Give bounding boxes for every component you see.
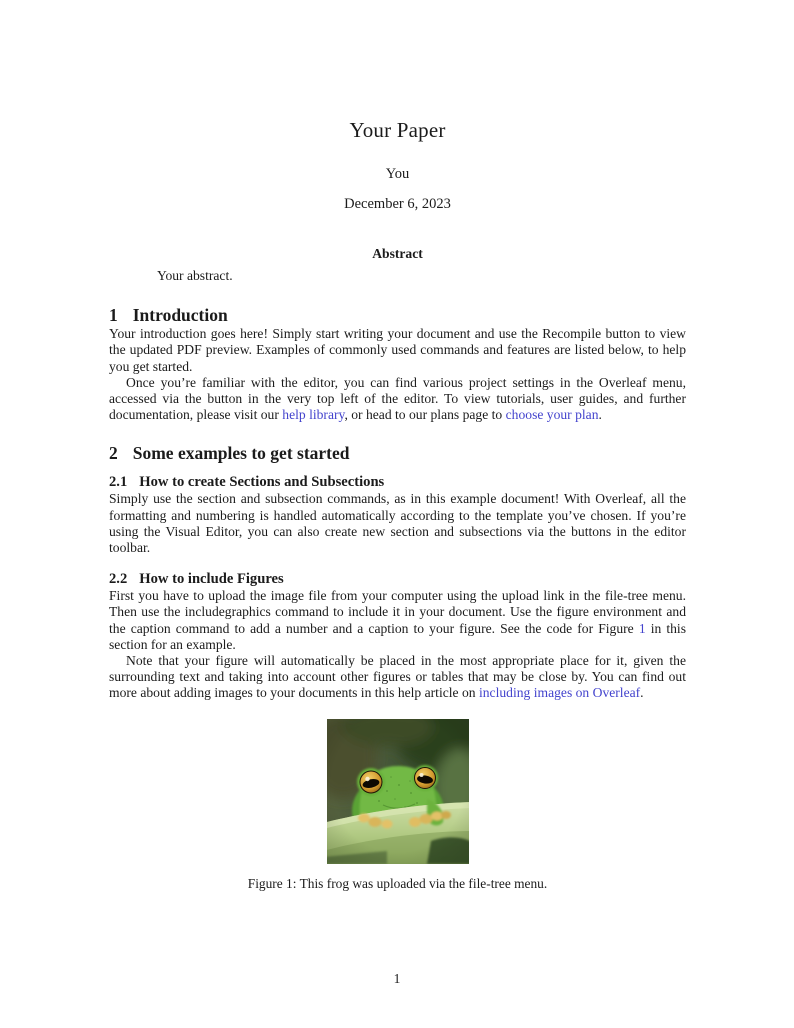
inline-link[interactable]: help library (282, 407, 345, 423)
text-run: . (640, 685, 644, 701)
paper-date: December 6, 2023 (344, 196, 451, 212)
subsection-title: How to create Sections and Subsections (139, 474, 385, 491)
subsection-number: 2.2 (109, 571, 128, 588)
inline-link[interactable]: choose your plan (505, 407, 599, 423)
subsection-heading-sections (109, 474, 686, 491)
page-number: 1 (393, 971, 401, 986)
inline-link[interactable]: 1 (638, 620, 646, 636)
section-heading-examples (109, 443, 686, 464)
figure-1-frog-image (327, 719, 469, 864)
figure-1-caption: Figure 1: This frog was uploaded via the file-tree menu. (247, 875, 548, 891)
figures-paragraph-1 (109, 588, 686, 653)
paper-title: Your Paper (349, 118, 446, 142)
text-run: Simply use the section and subsection commands, as in this example document! With Overleaf, all the formatting and numbering is handled automatically according to the template you’ve chosen. If you’re using the Visual Editor, you can also create new section and subsections via the buttons in the editor toolbar. (109, 491, 686, 556)
abstract-text: Your abstract. (157, 268, 233, 283)
figures-paragraph-2 (109, 653, 686, 702)
subsection-number: 2.1 (109, 474, 128, 491)
intro-paragraph-2 (109, 375, 686, 424)
figure-1 (109, 719, 686, 892)
text-run: Note that your figure will automatically be placed in the most appropriate place for it, given the surrounding text and taking into account other figures or tables that may be close by. You can find out more about adding images to your documents in this help article on (109, 653, 686, 701)
sections-paragraph (109, 491, 686, 556)
intro-paragraph-1 (109, 326, 686, 375)
abstract-heading: Abstract (372, 246, 423, 261)
subsection-heading-figures (109, 571, 686, 588)
text-run: First you have to upload the image file from your computer using the upload link in the file-tree menu. Then use the includegraphics command to include it in your document. Use the figure environment and the caption command to add a number and a caption to your figure. See the code for Figure (109, 588, 686, 636)
inline-link[interactable]: including images on Overleaf (478, 685, 641, 701)
paper-author: You (385, 166, 410, 182)
text-run: . (598, 407, 602, 423)
text-run: in this section for an example. (109, 620, 686, 652)
section-title: Some examples to get started (132, 443, 350, 464)
document-body (109, 0, 686, 892)
section-number: 2 (109, 443, 118, 464)
text-run: Once you’re familiar with the editor, you can find various project settings in the Overleaf menu, accessed via the button in the very top left of the editor. To view tutorials, user guides, and further documentation, please visit our (109, 374, 686, 423)
section-heading-introduction (109, 305, 686, 326)
subsection-title: How to include Figures (139, 571, 284, 588)
text-run: Your introduction goes here! Simply start writing your document and use the Recompile button to view the updated PDF preview. Examples of commonly used commands and features are listed below, to help you get started. (109, 326, 686, 374)
text-run: , or head to our plans page to (344, 407, 506, 423)
section-title: Introduction (132, 305, 228, 326)
section-number: 1 (109, 305, 118, 326)
